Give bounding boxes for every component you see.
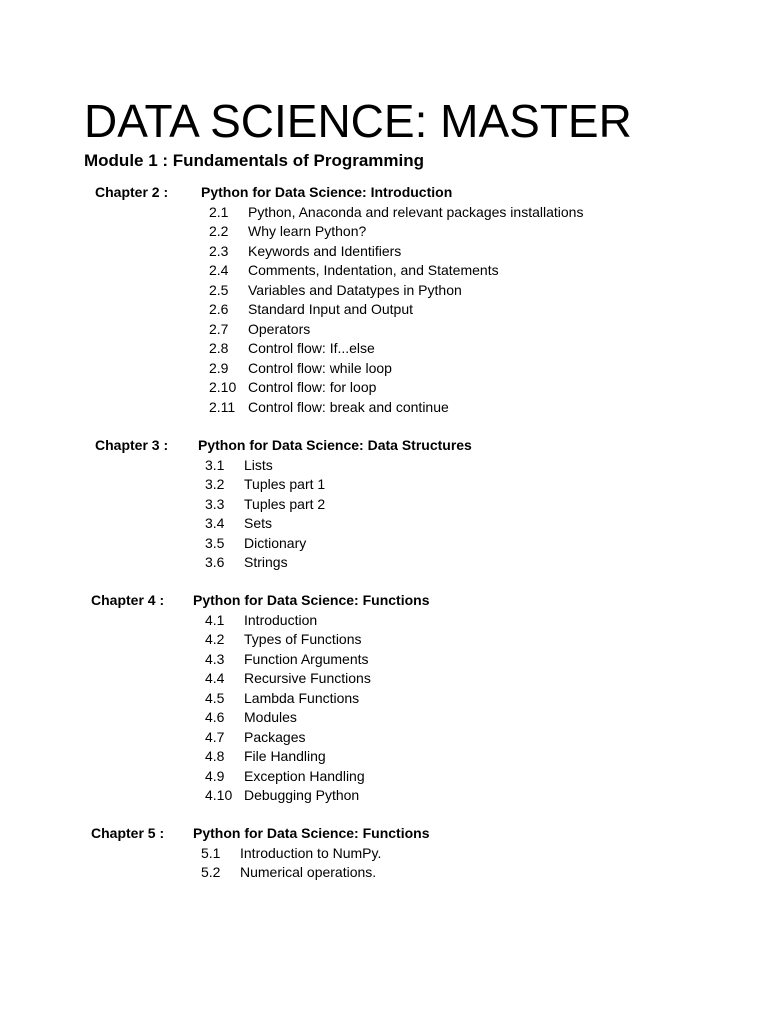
list-item [0,786,600,806]
list-item [0,359,600,379]
topic-number: 4.5 [205,689,225,706]
topic-text: Control flow: break and continue [248,398,449,415]
topic-text: Operators [248,320,311,337]
chapter-label: Chapter 2 : [95,184,169,200]
topic-text: Sets [244,515,273,531]
topic-text: Lambda Functions [244,689,360,706]
list-item [0,320,600,340]
topic-text: Recursive Functions [244,670,371,686]
topic-number: 2.5 [209,281,229,298]
topic-text: Types of Functions [244,631,362,647]
list-item [0,495,600,515]
list-item [0,747,600,767]
topic-text: Introduction [244,611,318,628]
topic-number: 4.4 [205,670,225,686]
topic-number: 3.5 [205,534,225,551]
topic-text: Why learn Python? [248,223,367,239]
topic-text: Lists [244,456,273,473]
topic-text: Control flow: for loop [248,379,377,395]
list-item [0,475,600,495]
topic-number: 2.4 [209,262,229,278]
topic-number: 4.10 [205,787,233,803]
topic-number: 2.9 [209,359,229,376]
list-item [0,222,600,242]
topic-text: Comments, Indentation, and Statements [248,262,499,278]
list-item [0,863,600,883]
topic-text: Control flow: while loop [248,359,392,376]
topic-number: 4.3 [205,650,225,667]
topic-text: Standard Input and Output [248,301,414,317]
topic-text: Debugging Python [244,787,360,803]
list-item [0,689,600,709]
topic-number: 2.3 [209,242,229,259]
chapter-title: Python for Data Science: Data Structures [198,437,472,453]
topic-text: Keywords and Identifiers [248,242,402,259]
list-item [0,669,600,689]
document-title: DATA SCIENCE: MASTER [84,95,632,147]
list-item [0,242,600,262]
topic-number: 3.4 [205,515,225,531]
list-item [0,553,600,573]
module-heading: Module 1 : Fundamentals of Programming [84,151,425,170]
topic-number: 3.1 [205,456,225,473]
chapter-label: Chapter 4 : [91,592,165,608]
topic-number: 2.11 [209,398,236,415]
list-item [0,261,600,281]
list-item [0,630,600,650]
topic-number: 3.6 [205,554,225,570]
topic-text: Exception Handling [244,767,365,784]
topic-text: Strings [244,554,288,570]
topic-number: 4.2 [205,631,225,647]
topic-text: File Handling [244,748,326,764]
topic-number: 2.8 [209,340,229,356]
list-item [0,281,600,301]
topic-text: Dictionary [244,534,307,551]
list-item [0,767,600,787]
chapter-label: Chapter 5 : [91,825,165,841]
list-item [0,650,600,670]
topic-number: 5.1 [201,844,221,861]
topic-text: Variables and Datatypes in Python [248,281,462,298]
chapter-topic-list [0,456,600,573]
chapter-title: Python for Data Science: Functions [193,825,430,841]
topic-number: 2.2 [209,223,229,239]
chapter-label: Chapter 3 : [95,437,169,453]
topic-number: 2.10 [209,379,237,395]
topic-number: 4.1 [205,611,225,628]
chapter-topic-list [0,844,600,883]
list-item [0,534,600,554]
topic-text: Modules [244,709,297,725]
topic-number: 4.9 [205,767,225,784]
topic-number: 4.7 [205,728,225,745]
topic-number: 2.6 [209,301,229,317]
list-item [0,456,600,476]
chapter-topic-list [0,203,600,418]
topic-text: Function Arguments [244,650,369,667]
chapter-title: Python for Data Science: Functions [193,592,430,608]
chapter-topic-list [0,611,600,806]
list-item [0,611,600,631]
topic-text: Numerical operations. [240,864,377,880]
topic-text: Tuples part 1 [244,476,326,492]
list-item [0,514,600,534]
chapter-title: Python for Data Science: Introduction [201,184,453,200]
list-item [0,378,600,398]
list-item [0,203,600,223]
topic-number: 2.1 [209,203,229,220]
topic-number: 3.3 [205,495,225,512]
list-item [0,844,600,864]
list-item [0,339,600,359]
topic-text: Python, Anaconda and relevant packages installations [248,203,584,220]
topic-number: 5.2 [201,864,221,880]
topic-number: 3.2 [205,476,225,492]
list-item [0,398,600,418]
list-item [0,300,600,320]
list-item [0,708,600,728]
topic-number: 4.6 [205,709,225,725]
topic-text: Packages [244,728,306,745]
list-item [0,728,600,748]
topic-number: 2.7 [209,320,229,337]
topic-text: Introduction to NumPy. [240,844,382,861]
topic-text: Control flow: If...else [248,340,375,356]
topic-number: 4.8 [205,748,225,764]
topic-text: Tuples part 2 [244,495,326,512]
